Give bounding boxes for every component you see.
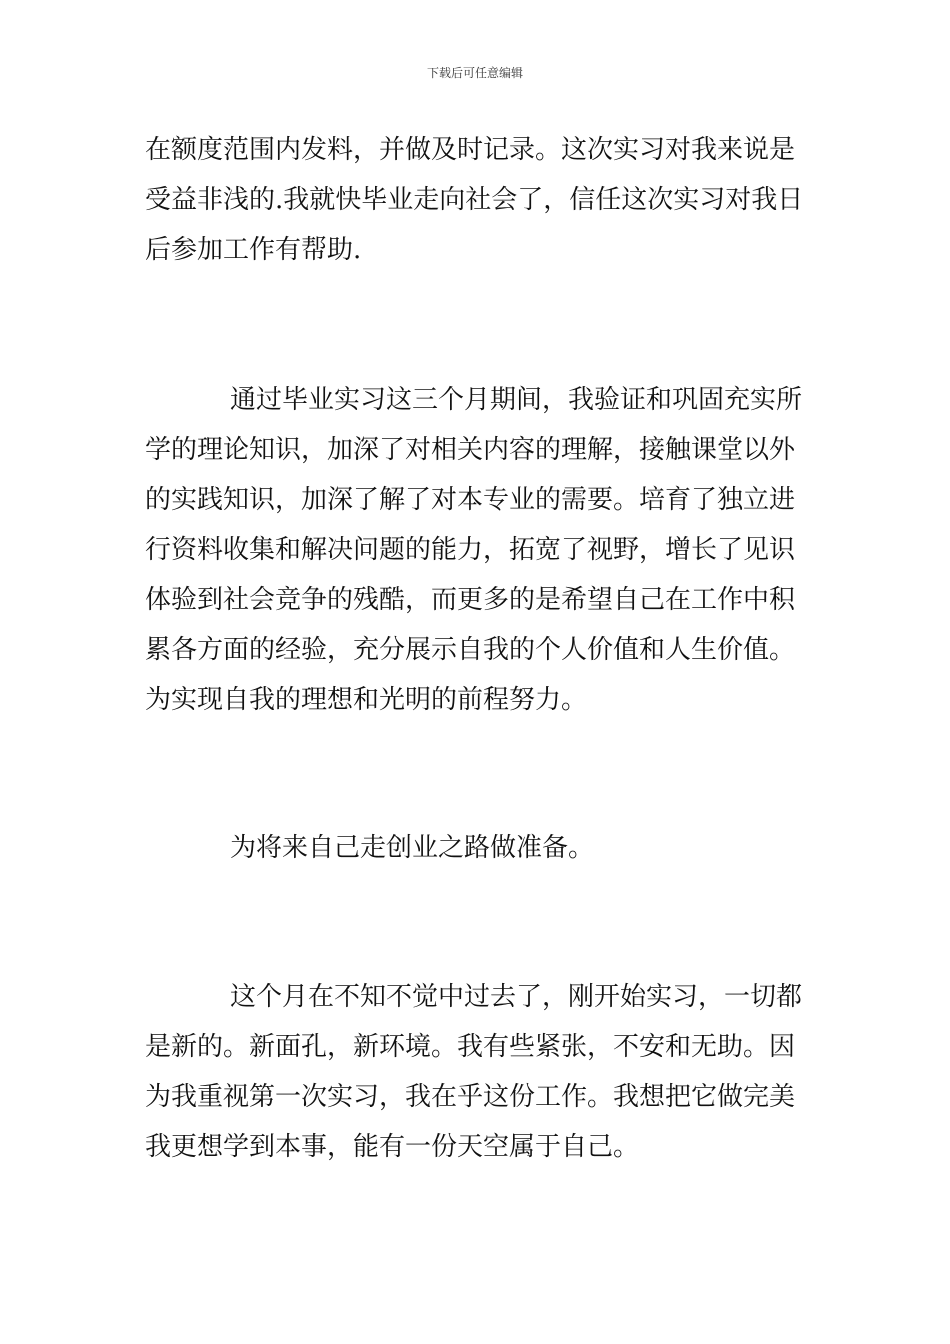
paragraph-2-line-7: 为实现自我的理想和光明的前程努力。 (145, 685, 588, 715)
paragraph-2-line-3: 的实践知识，加深了解了对本专业的需要。培育了独立进 (145, 485, 796, 515)
page-header: 下载后可任意编辑 (426, 66, 523, 80)
paragraph-4-line-3: 为我重视第一次实习，我在乎这份工作。我想把它做完美 (145, 1082, 796, 1112)
paragraph-1-line-3: 后参加工作有帮助. (145, 235, 362, 265)
paragraph-1-line-2: 受益非浅的.我就快毕业走向社会了，信任这次实习对我日 (145, 185, 804, 215)
paragraph-2-line-2: 学的理论知识，加深了对相关内容的理解，接触课堂以外 (145, 435, 796, 465)
paragraph-2-line-4: 行资料收集和解决问题的能力，拓宽了视野，增长了见识 (145, 535, 796, 565)
paragraph-2-line-6: 累各方面的经验，充分展示自我的个人价值和人生价值。 (145, 635, 796, 665)
paragraph-4-line-2: 是新的。新面孔，新环境。我有些紧张，不安和无助。因 (145, 1032, 796, 1062)
paragraph-4-line-4: 我更想学到本事，能有一份天空属于自己。 (145, 1132, 640, 1162)
paragraph-2-line-1: 通过毕业实习这三个月期间，我验证和巩固充实所 (230, 385, 803, 415)
paragraph-2-line-5: 体验到社会竞争的残酷，而更多的是希望自己在工作中积 (145, 585, 796, 615)
paragraph-4-line-1: 这个月在不知不觉中过去了，刚开始实习，一切都 (230, 982, 803, 1012)
paragraph-1-line-1: 在额度范围内发料，并做及时记录。这次实习对我来说是 (145, 135, 796, 165)
paragraph-3-line-1: 为将来自己走创业之路做准备。 (230, 833, 595, 863)
